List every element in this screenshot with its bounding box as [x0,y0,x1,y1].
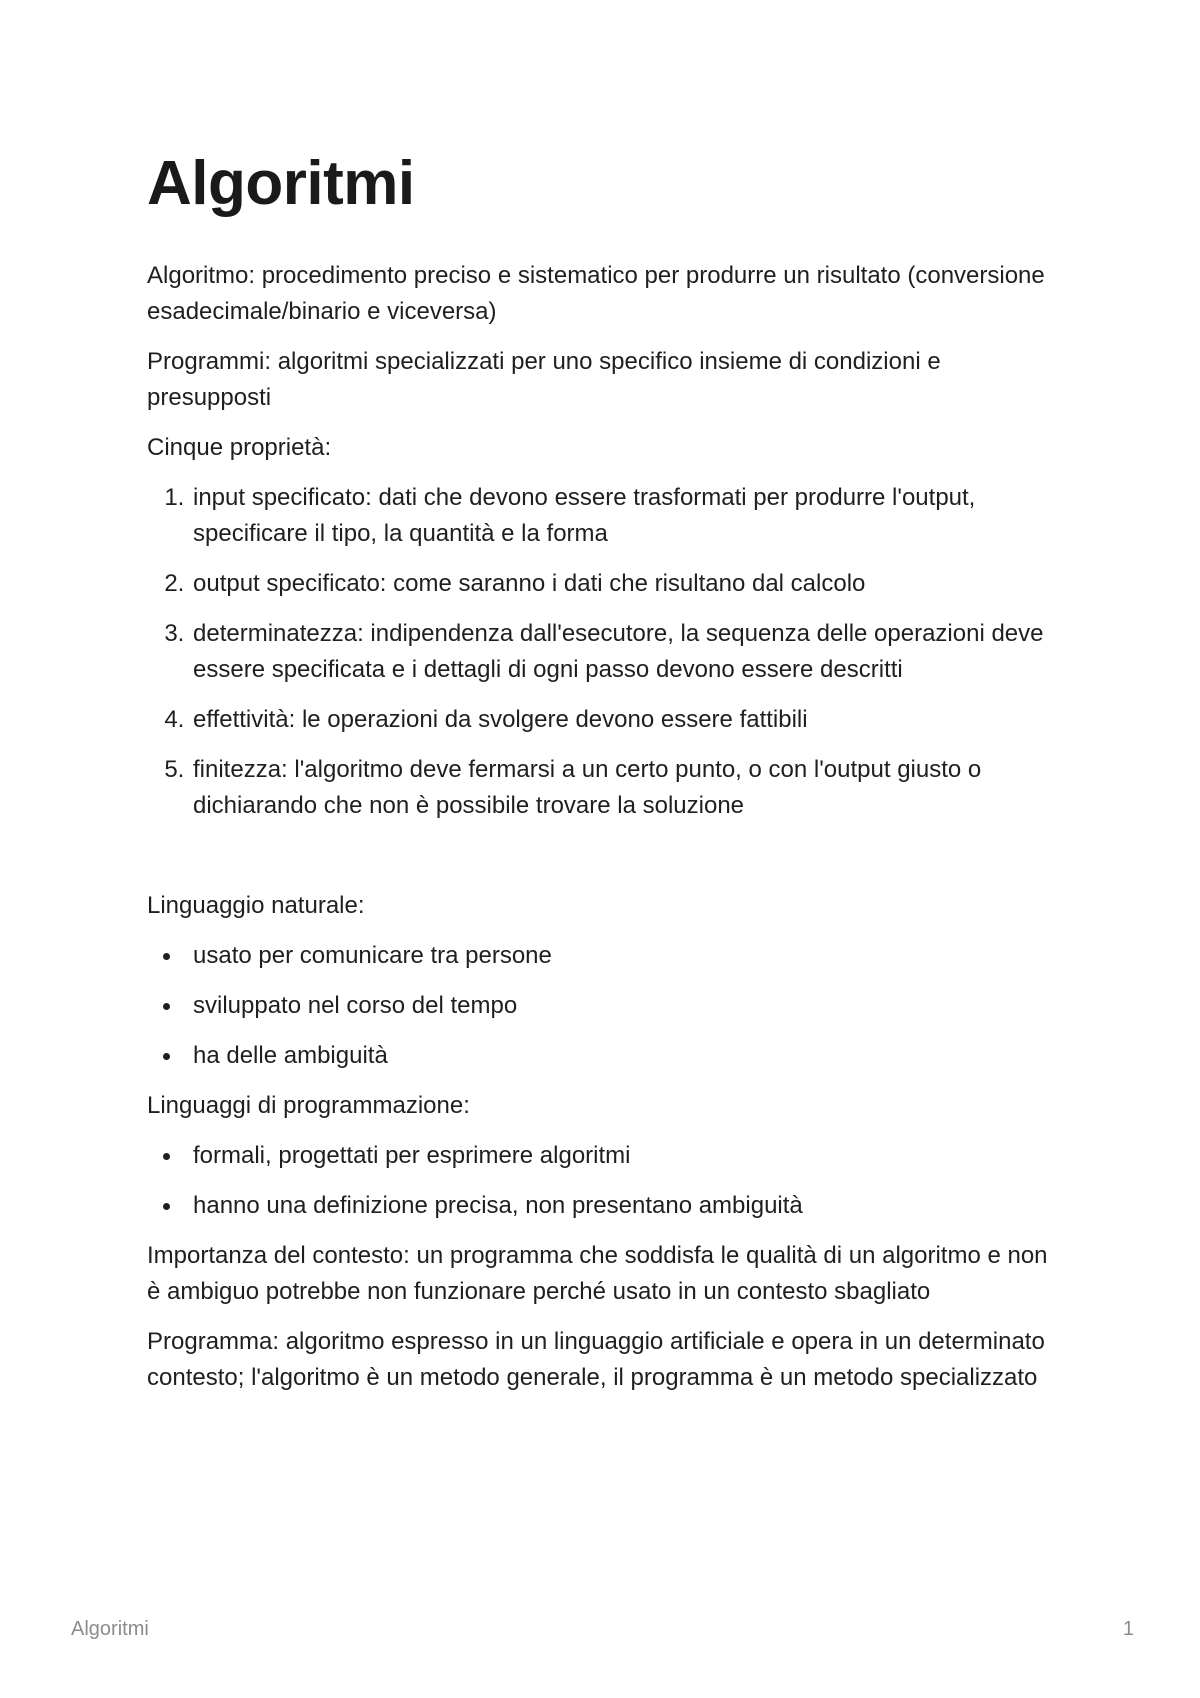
paragraph-algoritmo: Algoritmo: procedimento preciso e sistematico per produrre un risultato (conversione esadecimale/binario e viceversa) [147,262,1045,326]
list-item: formali, progettati per esprimere algoritmi [191,1138,1067,1174]
list-item: 3. determinatezza: indipendenza dall'esecutore, la sequenza delle operazioni deve essere specificata e i dettagli di ogni passo devono essere descritti [191,616,1067,688]
list-item: 1. input specificato: dati che devono essere trasformati per produrre l'output, specificare il tipo, la quantità e la forma [191,480,1067,552]
properties-list [147,480,1067,824]
paragraph-importanza: Importanza del contesto: un programma che soddisfa le qualità di un algoritmo e non è ambiguo potrebbe non funzionare perché usato in un contesto sbagliato [147,1242,1048,1306]
paragraph-programma: Programma: algoritmo espresso in un linguaggio artificiale e opera in un determinato contesto; l'algoritmo è un metodo generale, il programma è un metodo specializzato [147,1328,1045,1392]
page-number: 1 [1122,1618,1134,1640]
paragraph-linguaggi-programmazione: Linguaggi di programmazione: [147,1092,470,1120]
paragraph-linguaggio-naturale: Linguaggio naturale: [147,892,365,920]
footer-title: Algoritmi [71,1618,149,1640]
natural-language-list [147,938,1067,1074]
list-item: ha delle ambiguità [191,1038,1067,1074]
list-item: 4. effettività: le operazioni da svolgere devono essere fattibili [191,702,1067,738]
paragraph-cinque-proprieta: Cinque proprietà: [147,434,332,462]
list-item: hanno una definizione precisa, non presentano ambiguità [191,1188,1067,1224]
page-title: Algoritmi [147,149,415,218]
spacer [147,838,1067,888]
list-item: 2. output specificato: come saranno i dati che risultano dal calcolo [191,566,1067,602]
document-page [147,150,1067,1410]
list-item: sviluppato nel corso del tempo [191,988,1067,1024]
paragraph-programmi: Programmi: algoritmi specializzati per uno specifico insieme di condizioni e presupposti [147,348,941,412]
programming-languages-list [147,1138,1067,1224]
list-item: usato per comunicare tra persone [191,938,1067,974]
list-item: 5. finitezza: l'algoritmo deve fermarsi a un certo punto, o con l'output giusto o dichiarando che non è possibile trovare la soluzione [191,752,1067,824]
